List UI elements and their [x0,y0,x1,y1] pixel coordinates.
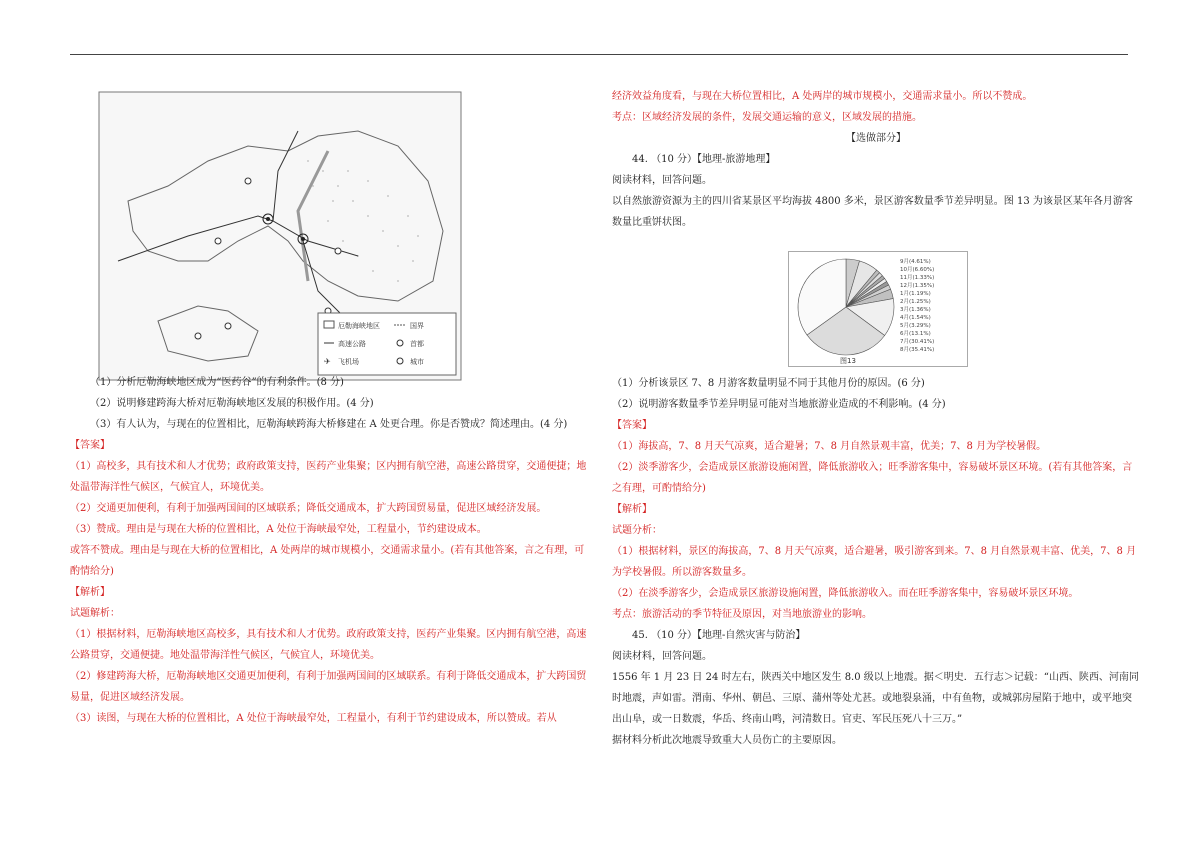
right-bottom-paragraph: 【答案】 [612,420,652,431]
right-bottom-paragraph: （1）海拔高，7、8 月天气凉爽，适合避暑；7、8 月自然景观丰富，优美；7、8 月为学校暑假。 [612,441,1047,452]
oresund-region-map [98,91,462,381]
right-bottom-paragraph: （2）淡季游客少，会造成景区旅游设施闲置，降低旅游收入；旺季游客集中，容易破坏景区环境。(若有其他答案，言之有理，可酌情给分) [612,462,1133,494]
left-paragraph: 试题解析： [70,608,120,619]
right-bottom-paragraph: （1）根据材料，景区的海拔高，7、8 月天气凉爽，适合避暑，吸引游客到来。7、8 月自然景观丰富、优美，7、8 月为学校暑假。所以游客数量多。 [612,546,1137,578]
right-bottom-paragraph: （2）说明游客数量季节差异明显可能对当地旅游业造成的不利影响。(4 分) [612,399,946,410]
right-column [612,86,1140,751]
right-bottom-paragraph: 考点：旅游活动的季节特征及原因，对当地旅游业的影响。 [612,609,872,620]
legend-airport: 飞机场 [338,358,359,366]
pie-label: 9月(4.61%) [900,259,931,265]
right-bottom-paragraph: （2）在淡季游客少，会造成景区旅游设施闲置，降低旅游收入。而在旺季游客集中，容易破坏景区环境。 [612,588,1079,599]
pie-label: 10月(6.60%) [900,267,935,273]
header-rule [70,54,1128,55]
legend-capital: 首都 [410,340,424,348]
left-paragraph: （1）根据材料，厄勒海峡地区高校多，具有技术和人才优势。政府政策支持，医药产业集聚。区内拥有航空港，高速公路贯穿，交通便捷。地处温带海洋性气候区，气候宜人，环境优美。 [70,629,587,661]
right-top-paragraph: 经济效益角度看，与现在大桥位置相比，A 处两岸的城市规模小，交通需求量小。所以不赞成。 [612,91,1033,102]
pie-label: 2月(1.25%) [900,299,931,305]
right-bottom-paragraph: （1）分析该景区 7、8 月游客数量明显不同于其他月份的原因。(6 分) [612,378,925,389]
left-paragraph: （3）有人认为，与现在的位置相比，厄勒海峡跨海大桥修建在 A 处更合理。你是否赞成？简述理由。(4 分) [90,419,568,430]
right-top-paragraph: 考点：区域经济发展的条件，发展交通运输的意义，区域发展的措施。 [612,112,922,123]
pie-label: 3月(1.36%) [900,307,931,313]
left-paragraph: （2）交通更加便利，有利于加强两国间的区域联系；降低交通成本，扩大跨国贸易量，促进区域经济发展。 [70,503,547,514]
pie-label: 8月(35.41%) [900,347,935,353]
right-bottom-paragraph: 【解析】 [612,504,652,515]
legend-region: 厄勒海峡地区 [338,322,380,330]
pie-label: 4月(1.54%) [900,315,931,321]
right-bottom-paragraph: 1556 年 1 月 23 日 24 时左右，陕西关中地区发生 8.0 级以上地震。据＜明史．五行志＞记载：“山西、陕西、河南同时地震，声如雷。渭南、华州、朝邑、三原、蒲州等处尤甚。或地裂泉涌，中有鱼物，或城郭房屋陷于地中，或平地突出山阜，或一日数震，华岳、终南山鸣，河清数日。官吏、军民压死八十三万。” [612,672,1139,725]
right-bottom-section [612,373,1140,751]
legend-highway: 高速公路 [338,340,366,348]
pie-label: 1月(1.19%) [900,291,931,297]
tourist-share-pie-chart [788,251,968,367]
right-top-paragraph: 【选做部分】 [846,133,906,144]
left-column [70,372,590,729]
right-bottom-paragraph: 阅读材料，回答问题。 [612,651,712,662]
legend-border: 国界 [410,322,424,330]
left-paragraph: （2）说明修建跨海大桥对厄勒海峡地区发展的积极作用。(4 分) [90,398,374,409]
left-paragraph: （1）高校多，具有技术和人才优势；政府政策支持，医药产业集聚；区内拥有航空港，高速公路贯穿，交通便捷；地处温带海洋性气候区，气候宜人，环境优美。 [70,461,587,493]
right-top-section [612,86,1140,233]
right-top-paragraph: 以自然旅游资源为主的四川省某景区平均海拔 4800 多米，景区游客数量季节差异明显。图 13 为该景区某年各月游客数量比重饼状图。 [612,196,1133,228]
right-bottom-paragraph: 据材料分析此次地震导致重大人员伤亡的主要原因。 [612,735,842,746]
left-paragraph: （3）读图，与现在大桥的位置相比，A 处位于海峡最窄处，工程量小，有利于节约建设成本，所以赞成。若从 [70,713,557,724]
plane-icon: ✈ [324,357,331,366]
pie-label: 12月(1.35%) [900,283,935,289]
legend-city: 城市 [410,358,424,366]
right-bottom-paragraph: 45. （10 分）【地理-自然灾害与防治】 [632,630,806,641]
left-paragraph: （3）赞成。理由是与现在大桥的位置相比，A 处位于海峡最窄处，工程量小，节约建设成本。 [70,524,487,535]
pie-label: 11月(1.33%) [900,275,935,281]
left-paragraph: 【解析】 [70,587,110,598]
left-paragraph: （1）分析厄勒海峡地区成为“医药谷”的有利条件。(8 分) [90,377,344,388]
right-top-paragraph: 阅读材料，回答问题。 [612,175,712,186]
pie-label: 6月(13.1%) [900,331,931,337]
left-paragraph: （2）修建跨海大桥，厄勒海峡地区交通更加便利，有利于加强两国间的区域联系。有利于降低交通成本，扩大跨国贸易量，促进区域经济发展。 [70,671,587,703]
pie-label: 5月(3.29%) [900,323,931,329]
right-top-paragraph: 44. （10 分）【地理-旅游地理】 [632,154,776,165]
pie-caption: 图13 [840,357,856,365]
map-legend [318,313,456,375]
left-paragraph: 或答不赞成。理由是与现在大桥的位置相比，A 处两岸的城市规模小，交通需求量小。(若有其他答案，言之有理，可酌情给分) [70,545,585,577]
left-paragraph: 【答案】 [70,440,110,451]
right-bottom-paragraph: 试题分析： [612,525,662,536]
pie-label: 7月(30.41%) [900,339,935,345]
